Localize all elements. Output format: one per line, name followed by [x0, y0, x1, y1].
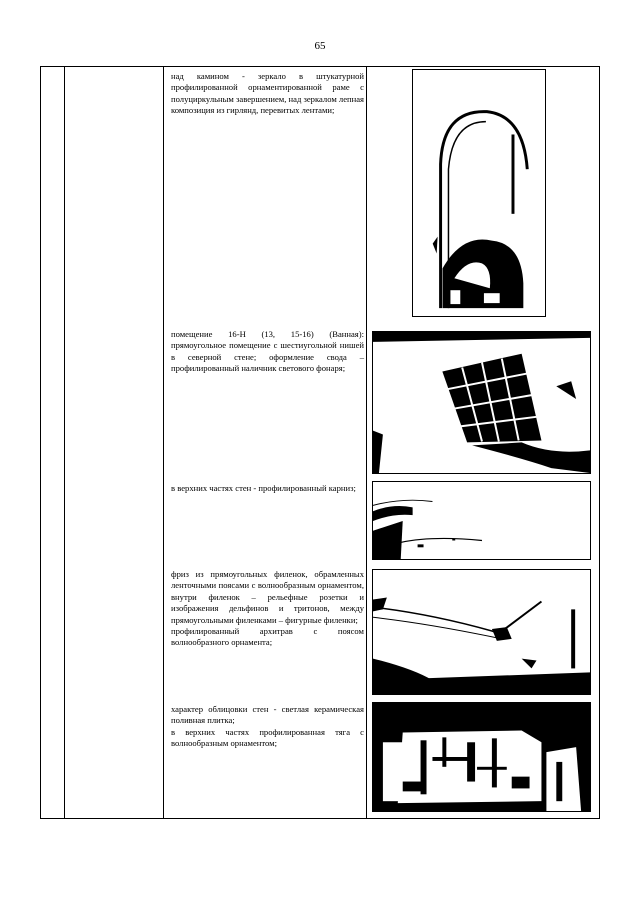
- row-4-description: [171, 569, 364, 649]
- column-divider: [64, 67, 65, 818]
- row-4-paragraph-1: фриз из прямоугольных филенок, обрамленных ленточными поясами с волнообразным орнаментом, внутри филенок – рельефные розетки и изображения дельфинов и тритонов, между прямоугольными филенками – фигурные филенки;: [171, 569, 364, 625]
- row-4-paragraph-2: профилированный архитрав с поясом волнообразного орнамента;: [171, 626, 364, 648]
- frieze-photo: [372, 569, 591, 695]
- column-divider: [163, 67, 164, 818]
- skylight-photo: [372, 331, 591, 474]
- tiled-wall-photo: [372, 702, 591, 812]
- row-5-paragraph-1: характер облицовки стен - светлая керамическая поливная плитка;: [171, 704, 364, 726]
- row-2-description: [171, 329, 364, 375]
- row-5-paragraph-2: в верхних частях профилированная тяга с волнообразным орнаментом;: [171, 726, 364, 749]
- row-5-description: [171, 704, 364, 750]
- row-3-paragraph-1: в верхних частях стен - профилированный карниз;: [171, 483, 356, 493]
- row-3-description: [171, 483, 364, 494]
- cornice-photo: [372, 481, 591, 560]
- page-number: 65: [314, 40, 326, 52]
- row-1-paragraph-1: над камином - зеркало в штукатурной профилированной орнаментированной раме с полуциркульным завершением, над зеркалом лепная композиция из гирлянд, перевитых лентами;: [171, 71, 364, 116]
- column-divider: [366, 67, 367, 818]
- description-table: [40, 66, 600, 819]
- row-1-description: [171, 71, 364, 117]
- mantel-mirror-photo: [412, 69, 546, 317]
- row-2-paragraph-1: помещение 16-Н (13, 15-16) (Ванная): прямоугольное помещение с шестиугольной нишей в северной стене; оформление свода – профилированный наличник светового фонаря;: [171, 329, 364, 374]
